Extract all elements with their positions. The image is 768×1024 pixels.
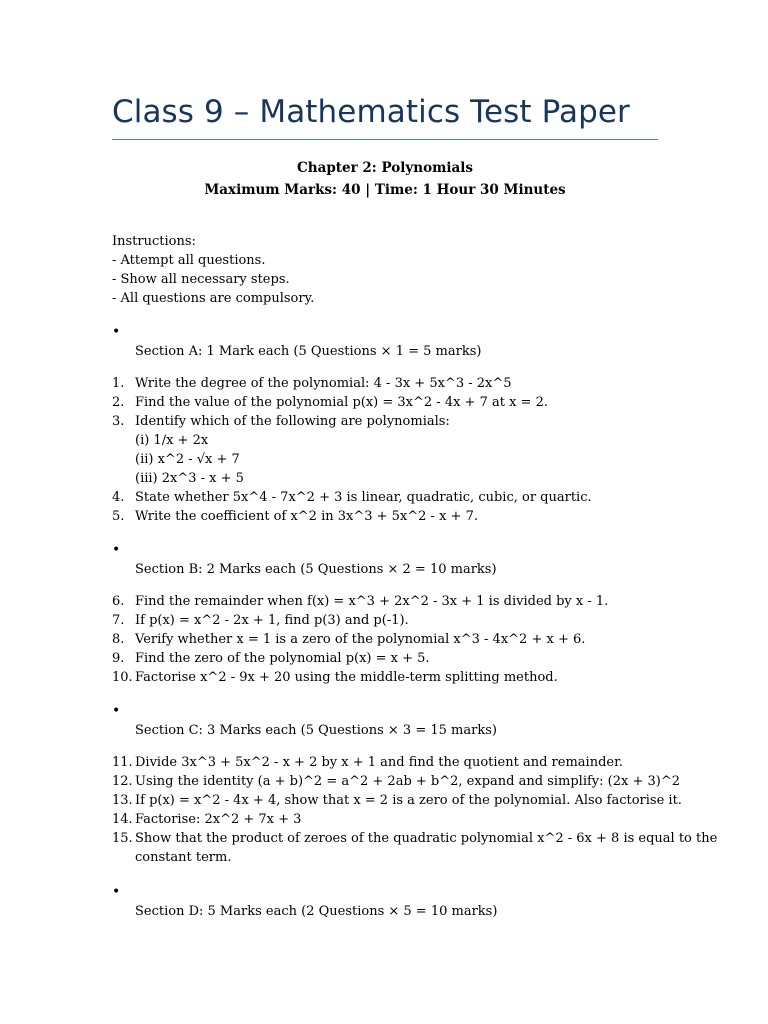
question-text: If p(x) = x^2 - 2x + 1, find p(3) and p(-1). — [135, 613, 409, 628]
question-number: 12. — [112, 774, 133, 789]
section-d-heading: Section D: 5 Marks each (2 Questions × 5 = 10 marks) — [135, 904, 498, 919]
instructions-heading: Instructions: — [112, 234, 196, 249]
section-b-heading: Section B: 2 Marks each (5 Questions × 2 = 10 marks) — [135, 562, 497, 577]
instruction-item: - Attempt all questions. — [112, 253, 266, 268]
section-a-heading: Section A: 1 Mark each (5 Questions × 1 = 5 marks) — [135, 344, 482, 359]
question-text: Identify which of the following are polynomials: — [135, 414, 450, 429]
question-text: Verify whether x = 1 is a zero of the polynomial x^3 - 4x^2 + x + 6. — [135, 632, 586, 647]
question-number: 4. — [112, 490, 125, 505]
question-number: 9. — [112, 651, 125, 666]
question-text: Factorise x^2 - 9x + 20 using the middle-term splitting method. — [135, 670, 558, 685]
question-number: 13. — [112, 793, 133, 808]
question-number: 1. — [112, 376, 125, 391]
question-text: Write the coefficient of x^2 in 3x^3 + 5x^2 - x + 7. — [135, 509, 478, 524]
bullet-marker: • — [112, 703, 121, 719]
question-number: 3. — [112, 414, 125, 429]
question-number: 15. — [112, 831, 133, 846]
question-text: Find the remainder when f(x) = x^3 + 2x^2 - 3x + 1 is divided by x - 1. — [135, 594, 609, 609]
bullet-marker: • — [112, 884, 121, 900]
instruction-item: - All questions are compulsory. — [112, 291, 315, 306]
chapter-heading: Chapter 2: Polynomials — [297, 160, 473, 176]
section-c-heading: Section C: 3 Marks each (5 Questions × 3 = 15 marks) — [135, 723, 497, 738]
page-title: Class 9 – Mathematics Test Paper — [112, 94, 630, 130]
question-number: 6. — [112, 594, 125, 609]
question-text: Find the value of the polynomial p(x) = 3x^2 - 4x + 7 at x = 2. — [135, 395, 548, 410]
instruction-item: - Show all necessary steps. — [112, 272, 290, 287]
question-text: Write the degree of the polynomial: 4 - 3x + 5x^3 - 2x^5 — [135, 376, 512, 391]
question-option: (iii) 2x^3 - x + 5 — [135, 471, 244, 486]
question-number: 8. — [112, 632, 125, 647]
question-text: Find the zero of the polynomial p(x) = x + 5. — [135, 651, 430, 666]
question-text: State whether 5x^4 - 7x^2 + 3 is linear, quadratic, cubic, or quartic. — [135, 490, 592, 505]
question-option: (i) 1/x + 2x — [135, 433, 209, 448]
bullet-marker: • — [112, 324, 121, 340]
question-number: 7. — [112, 613, 125, 628]
question-number: 2. — [112, 395, 125, 410]
question-text: Show that the product of zeroes of the quadratic polynomial x^2 - 6x + 8 is equal to the — [135, 831, 718, 846]
marks-time-line: Maximum Marks: 40 | Time: 1 Hour 30 Minutes — [204, 182, 566, 198]
question-text: Using the identity (a + b)^2 = a^2 + 2ab + b^2, expand and simplify: (2x + 3)^2 — [135, 774, 680, 789]
question-text: Factorise: 2x^2 + 7x + 3 — [135, 812, 302, 827]
question-option: (ii) x^2 - √x + 7 — [135, 452, 240, 467]
question-text-continuation: constant term. — [135, 850, 232, 865]
question-text: Divide 3x^3 + 5x^2 - x + 2 by x + 1 and find the quotient and remainder. — [135, 755, 624, 770]
question-number: 5. — [112, 509, 125, 524]
question-number: 10. — [112, 670, 133, 685]
title-underline — [112, 139, 658, 140]
question-number: 11. — [112, 755, 133, 770]
question-text: If p(x) = x^2 - 4x + 4, show that x = 2 is a zero of the polynomial. Also factorise it. — [135, 793, 682, 808]
question-number: 14. — [112, 812, 133, 827]
bullet-marker: • — [112, 542, 121, 558]
